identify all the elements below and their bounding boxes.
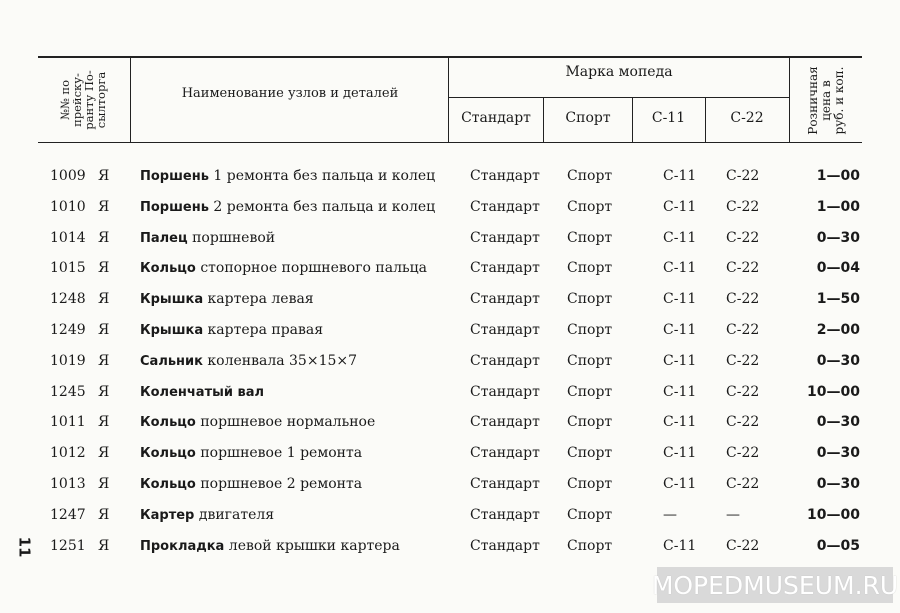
part-name-rest: 1 ремонта без пальца и колец <box>208 168 436 184</box>
part-name <box>140 230 275 246</box>
table-row <box>0 260 900 290</box>
part-letter: Я <box>98 445 110 462</box>
brand-c22: С-22 <box>726 414 760 431</box>
brand-c22: С-22 <box>726 476 760 492</box>
brand-standard: Стандарт <box>470 537 540 554</box>
part-name-rest: левой крышки картера <box>224 537 400 554</box>
brand-c22: С-22 <box>726 198 760 215</box>
brand-standard: Стандарт <box>470 445 540 462</box>
column-header-name: Наименование узлов и деталей <box>181 86 399 101</box>
part-number: 1014 <box>50 229 86 246</box>
brand-c11: С-11 <box>663 322 697 338</box>
table-row <box>0 384 900 414</box>
brand-sport: Спорт <box>567 476 613 492</box>
brand-sport: Спорт <box>567 229 613 246</box>
brand-c11: С-11 <box>663 198 697 215</box>
brand-standard: Стандарт <box>470 168 540 184</box>
subheader-standard: Стандарт <box>461 110 531 126</box>
brand-c22: С-22 <box>726 291 760 308</box>
brand-c11: — <box>663 506 677 523</box>
part-name-rest: картера правая <box>203 322 324 338</box>
brand-c11: С-11 <box>663 414 697 431</box>
part-letter: Я <box>98 414 110 431</box>
part-name-bold: Картер <box>140 507 195 523</box>
brand-c22: С-22 <box>726 229 760 246</box>
part-name-bold: Поршень <box>140 199 209 215</box>
brand-c22: С-22 <box>726 168 760 184</box>
col-divider-1 <box>130 58 131 142</box>
part-number: 1247 <box>50 506 86 523</box>
brand-standard: Стандарт <box>470 506 540 523</box>
part-letter: Я <box>98 168 110 184</box>
brand-sport: Спорт <box>567 445 613 462</box>
brand-sport: Спорт <box>567 506 613 523</box>
part-name <box>140 322 323 338</box>
brand-standard: Стандарт <box>470 322 540 338</box>
table-row <box>0 476 900 506</box>
brand-standard: Стандарт <box>470 414 540 431</box>
brand-c22: — <box>726 506 740 523</box>
part-name-bold: Поршень <box>140 169 209 184</box>
part-number: 1009 <box>50 168 86 184</box>
subheader-c11: С-11 <box>651 110 686 126</box>
part-name <box>140 291 314 307</box>
part-letter: Я <box>98 352 110 369</box>
header-bottom-rule <box>38 142 862 143</box>
brand-c11: С-11 <box>663 229 697 246</box>
brand-sport: Спорт <box>567 537 613 554</box>
brand-sport: Спорт <box>567 352 613 369</box>
part-name-bold: Прокладка <box>140 538 225 554</box>
brand-c11: С-11 <box>663 291 697 308</box>
brand-standard: Стандарт <box>470 352 540 369</box>
brand-c11: С-11 <box>663 383 697 400</box>
part-name <box>140 260 427 276</box>
column-header-number-text: №№ по прейску- ранту По- сылторга <box>57 70 108 130</box>
brand-sport: Спорт <box>567 414 613 431</box>
part-name <box>140 353 357 369</box>
col-divider-2 <box>448 58 449 142</box>
table-row <box>0 168 900 198</box>
brand-c11: С-11 <box>663 260 697 277</box>
brand-c11: С-11 <box>663 352 697 369</box>
header-top-rule <box>38 56 862 58</box>
brand-c22: С-22 <box>726 352 760 369</box>
part-name <box>140 199 435 215</box>
brand-standard: Стандарт <box>470 291 540 308</box>
brand-sport: Спорт <box>567 168 613 184</box>
part-name-bold: Кольцо <box>140 446 196 462</box>
brand-c22: С-22 <box>726 322 760 338</box>
part-name-bold: Кольцо <box>140 415 196 431</box>
part-number: 1248 <box>50 291 86 308</box>
brand-standard: Стандарт <box>470 476 540 492</box>
brand-c22: С-22 <box>726 383 760 400</box>
part-letter: Я <box>98 476 110 492</box>
price: 1—50 <box>816 291 860 308</box>
part-name-bold: Коленчатый вал <box>140 384 265 400</box>
part-name-rest: поршневой <box>187 229 276 246</box>
price: 0—30 <box>816 414 860 431</box>
price: 0—30 <box>816 229 860 246</box>
part-name-bold: Крышка <box>140 292 204 308</box>
price: 0—30 <box>816 476 860 492</box>
table-row <box>0 507 900 537</box>
brand-standard: Стандарт <box>470 383 540 400</box>
part-name-rest: стопорное поршневого пальца <box>195 260 427 277</box>
part-name <box>140 384 264 400</box>
part-name-rest: коленвала 35×15×7 <box>202 352 358 369</box>
part-name <box>140 168 435 184</box>
part-letter: Я <box>98 291 110 308</box>
part-name-rest: картера левая <box>203 291 314 308</box>
part-letter: Я <box>98 322 110 338</box>
part-name-bold: Сальник <box>140 353 203 369</box>
part-name <box>140 445 362 461</box>
part-name <box>140 507 274 523</box>
part-name <box>140 414 375 430</box>
part-letter: Я <box>98 229 110 246</box>
part-number: 1249 <box>50 322 86 338</box>
table-row <box>0 538 900 568</box>
price: 1—00 <box>816 198 860 215</box>
brand-standard: Стандарт <box>470 198 540 215</box>
brand-standard: Стандарт <box>470 229 540 246</box>
part-number: 1015 <box>50 260 86 277</box>
brand-c11: С-11 <box>663 476 697 492</box>
part-name <box>140 476 362 492</box>
part-number: 1010 <box>50 198 86 215</box>
brand-c11: С-11 <box>663 537 697 554</box>
price: 10—00 <box>807 383 860 400</box>
part-name-rest: поршневое 1 ремонта <box>195 445 363 462</box>
part-name-bold: Кольцо <box>140 477 196 492</box>
price: 0—04 <box>816 260 860 277</box>
part-name-rest: поршневое 2 ремонта <box>195 476 363 492</box>
table-row <box>0 414 900 444</box>
page-number: 11 <box>15 536 34 558</box>
brand-sport: Спорт <box>567 383 613 400</box>
brand-c22: С-22 <box>726 537 760 554</box>
price: 1—00 <box>816 168 860 184</box>
brand-sport: Спорт <box>567 260 613 277</box>
part-letter: Я <box>98 506 110 523</box>
brand-sport: Спорт <box>567 198 613 215</box>
part-letter: Я <box>98 198 110 215</box>
part-number: 1245 <box>50 383 86 400</box>
part-letter: Я <box>98 260 110 277</box>
part-number: 1013 <box>50 476 86 492</box>
brand-standard: Стандарт <box>470 260 540 277</box>
table-row <box>0 445 900 475</box>
column-header-number <box>38 58 128 142</box>
price: 0—30 <box>816 445 860 462</box>
part-number: 1251 <box>50 537 86 554</box>
part-name-rest: 2 ремонта без пальца и колец <box>208 198 436 215</box>
brand-sport: Спорт <box>567 291 613 308</box>
part-name-bold: Кольцо <box>140 261 196 277</box>
part-name-bold: Крышка <box>140 323 204 338</box>
price: 2—00 <box>816 322 860 338</box>
column-header-price <box>790 58 862 142</box>
table-row <box>0 199 900 229</box>
subheader-c22: С-22 <box>730 110 764 126</box>
part-name-bold: Палец <box>140 230 188 246</box>
brand-c22: С-22 <box>726 445 760 462</box>
price: 0—30 <box>816 352 860 369</box>
brand-c11: С-11 <box>663 168 697 184</box>
brand-c22: С-22 <box>726 260 760 277</box>
table-row <box>0 322 900 352</box>
price: 0—05 <box>816 537 860 554</box>
part-number: 1011 <box>50 414 86 431</box>
part-letter: Я <box>98 383 110 400</box>
column-header-price-text: Розничная цена в руб. и коп. <box>805 65 846 135</box>
subheader-sport: Спорт <box>565 110 611 126</box>
part-name <box>140 538 400 554</box>
table-row <box>0 353 900 383</box>
table-row <box>0 230 900 260</box>
part-letter: Я <box>98 537 110 554</box>
price: 10—00 <box>807 506 860 523</box>
brand-c11: С-11 <box>663 445 697 462</box>
brand-divider-rule <box>448 97 790 98</box>
part-number: 1019 <box>50 352 86 369</box>
watermark-logo: MOPEDMUSEUM.RU <box>657 567 893 603</box>
part-number: 1012 <box>50 445 86 462</box>
part-name-rest: поршневое нормальное <box>195 414 376 431</box>
part-name-rest: двигателя <box>194 506 275 523</box>
table-row <box>0 291 900 321</box>
column-header-brand: Марка мопеда <box>565 64 673 80</box>
brand-sport: Спорт <box>567 322 613 338</box>
